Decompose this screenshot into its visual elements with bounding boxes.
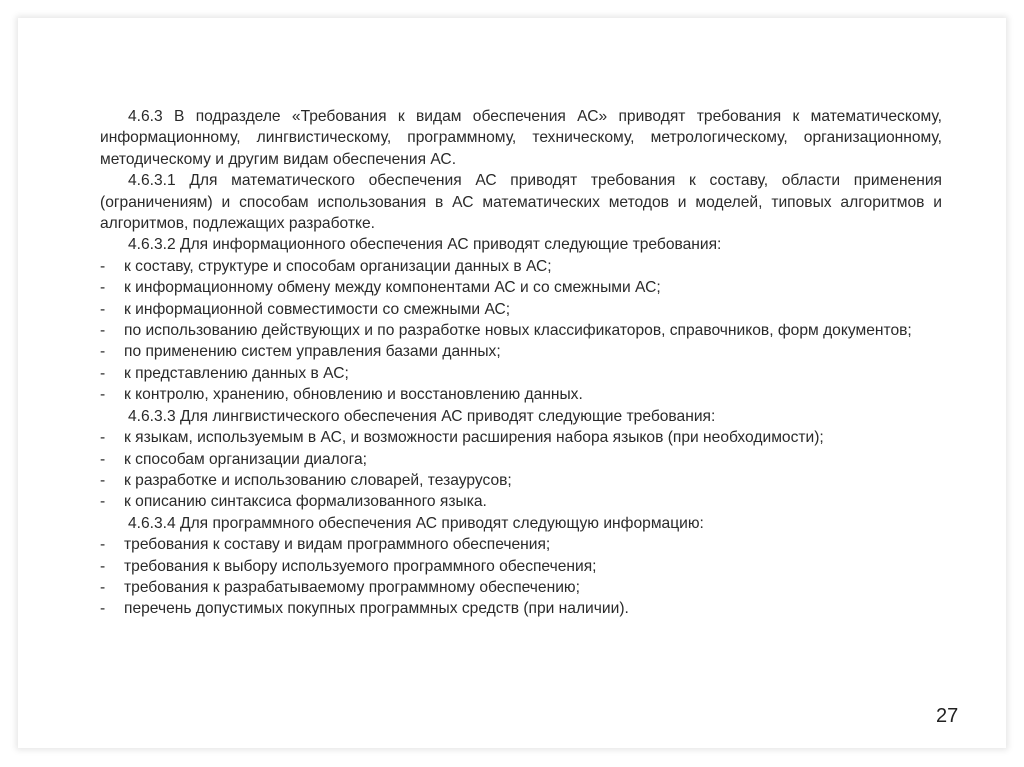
list-item	[100, 491, 942, 512]
list-item-text: к способам организации диалога;	[124, 450, 367, 468]
list-item-text: к составу, структуре и способам организации данных в АС;	[124, 257, 552, 275]
list-dash: -	[100, 364, 106, 382]
list-item-text: к языкам, используемым в АС, и возможности расширения набора языков (при необходимости);	[124, 429, 824, 447]
document-body	[100, 106, 942, 620]
list-dash: -	[100, 429, 106, 447]
list-dash: -	[100, 322, 106, 340]
list-item	[100, 341, 942, 362]
list-dash: -	[100, 386, 106, 404]
list-dash: -	[100, 257, 106, 275]
list-dash: -	[100, 557, 106, 575]
paragraph-4-6-3-3: 4.6.3.3 Для лингвистического обеспечения АС приводят следующие требования:	[128, 407, 716, 425]
list-item	[100, 277, 942, 298]
list-item	[100, 427, 942, 448]
list-item-text: по использованию действующих и по разработке новых классификаторов, справочников, форм документов;	[124, 322, 912, 340]
page-number: 27	[936, 705, 959, 727]
list-item	[100, 449, 942, 470]
list-dash: -	[100, 300, 106, 318]
list-item	[100, 598, 942, 619]
list-item-text: к разработке и использованию словарей, тезаурусов;	[124, 471, 512, 489]
list-item	[100, 320, 942, 341]
list-dash: -	[100, 343, 106, 361]
list-dash: -	[100, 471, 106, 489]
list-item-text: к информационной совместимости со смежными АС;	[124, 300, 511, 318]
list-item-text: к информационному обмену между компонентами АС и со смежными АС;	[124, 279, 661, 297]
list-item-text: к представлению данных в АС;	[124, 364, 349, 382]
list-dash: -	[100, 279, 106, 297]
paragraph-4-6-3: 4.6.3 В подразделе «Требования к видам обеспечения АС» приводят требования к математическому, информационному, лингвистическому, программному, техническому, метрологическому, организационному, методическому и другим видам обеспечения АС.	[100, 108, 942, 168]
paragraph-4-6-3-4: 4.6.3.4 Для программного обеспечения АС приводят следующую информацию:	[128, 514, 704, 532]
list-item	[100, 556, 942, 577]
list-item	[100, 256, 942, 277]
list-item	[100, 299, 942, 320]
list-dash: -	[100, 578, 106, 596]
list-item-text: перечень допустимых покупных программных средств (при наличии).	[124, 600, 629, 618]
list-item-text: требования к выбору используемого программного обеспечения;	[124, 557, 597, 575]
paragraph-4-6-3-1: 4.6.3.1 Для математического обеспечения АС приводят требования к составу, области применения (ограничениям) и способам использования в АС математических методов и моделей, типовых алгоритмов и алгоритмов, подлежащих разработке.	[100, 172, 942, 233]
list-item-text: к описанию синтаксиса формализованного языка.	[124, 493, 487, 511]
list-dash: -	[100, 493, 106, 511]
list-item	[100, 577, 942, 598]
list-dash: -	[100, 450, 106, 468]
list-item	[100, 363, 942, 384]
list-dash: -	[100, 536, 106, 554]
list-item-text: требования к составу и видам программного обеспечения;	[124, 536, 551, 554]
list-item-text: требования к разрабатываемому программному обеспечению;	[124, 578, 580, 596]
paragraph-4-6-3-2: 4.6.3.2 Для информационного обеспечения АС приводят следующие требования:	[128, 236, 722, 254]
list-item	[100, 384, 942, 405]
list-item-text: по применению систем управления базами данных;	[124, 343, 501, 361]
list-dash: -	[100, 600, 106, 618]
list-item-text: к контролю, хранению, обновлению и восстановлению данных.	[124, 386, 583, 404]
list-item	[100, 470, 942, 491]
list-item	[100, 534, 942, 555]
